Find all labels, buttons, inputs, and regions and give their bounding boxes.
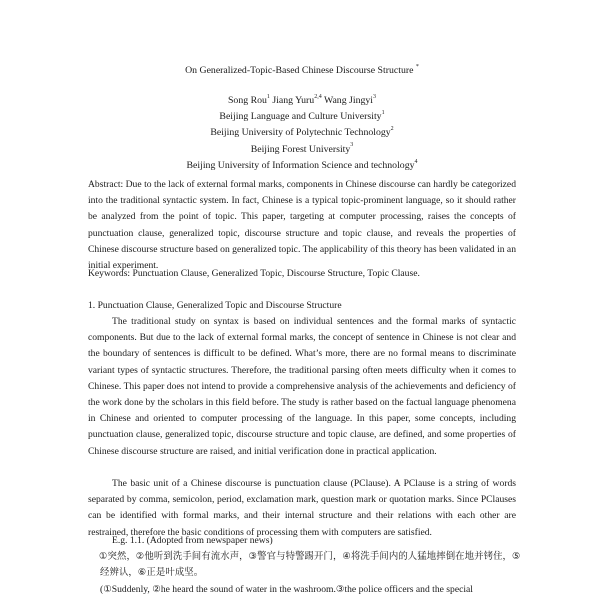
affiliation-name: Beijing University of Polytechnic Technology bbox=[210, 127, 391, 139]
example-chinese-text: ①突然，②他听到洗手间有流水声，③警官与特警踢开门，④将洗手间内的人猛地摔倒在地并铐住，⑤经辨认，⑥正是叶成坚。 bbox=[99, 551, 521, 579]
affiliation-line bbox=[88, 158, 516, 174]
abstract: Abstract: Due to the lack of external formal marks, components in Chinese discourse can hardly be categorized into the traditional syntactic system. In fact, Chinese is a typical topic-prominent language, so it should rather be analyzed from the point of topic. This paper, targeting at computer processing, raises the concepts of punctuation clause, generalized topic, discourse structure and topic clause, and reveals the properties of Chinese discourse structure based on generalized topic. The applicability of this theory has been validated in an initial experiment. bbox=[88, 179, 516, 272]
affiliation-mark: 1 bbox=[381, 109, 385, 116]
title-footnote-mark: * bbox=[415, 63, 419, 70]
section-heading: 1. Punctuation Clause, Generalized Topic and Discourse Structure bbox=[88, 300, 342, 311]
affiliation-mark: 3 bbox=[350, 142, 354, 149]
affiliation-line bbox=[88, 125, 516, 141]
author-block bbox=[88, 93, 516, 174]
affiliation-mark: 2 bbox=[390, 126, 394, 133]
affiliation-name: Beijing Language and Culture University bbox=[219, 111, 382, 123]
affiliation-mark: 4 bbox=[414, 158, 418, 165]
example-label: E.g. 1.1. (Adopted from newspaper news) bbox=[112, 535, 273, 546]
paper-title bbox=[88, 64, 516, 78]
affiliation-name: Beijing University of Information Science and technology bbox=[186, 159, 415, 171]
affiliation-line bbox=[88, 109, 516, 125]
example-english-text: (①Suddenly, ②he heard the sound of water in the washroom.③the police officers and the special bbox=[100, 584, 473, 595]
keywords: Keywords: Punctuation Clause, Generalized Topic, Discourse Structure, Topic Clause. bbox=[88, 268, 420, 279]
author-affiliation-mark: 1 bbox=[266, 93, 270, 100]
title-text: On Generalized-Topic-Based Chinese Discourse Structure bbox=[185, 65, 414, 76]
author-affiliation-mark: 2,4 bbox=[314, 93, 322, 100]
body-paragraph: The basic unit of a Chinese discourse is punctuation clause (PClause). A PClause is a string of words separated by comma, semicolon, period, exclamation mark, question mark or quotation marks. Since PClauses can be identified with formal marks, and their internal structure and their relations with each other are restrained, therefore the basic conditions of processing them with computers are satisfied. bbox=[88, 478, 516, 538]
author-line bbox=[88, 93, 516, 109]
author-name: Wang Jingyi bbox=[323, 95, 373, 106]
author-name: Jiang Yuru bbox=[272, 95, 315, 106]
author-name: Song Rou bbox=[227, 95, 267, 106]
affiliation-name: Beijing Forest University bbox=[250, 143, 351, 155]
affiliation-line bbox=[88, 142, 516, 158]
author-affiliation-mark: 3 bbox=[373, 93, 376, 100]
body-paragraph: The traditional study on syntax is based on individual sentences and the formal marks of syntactic components. But due to the lack of external formal marks, the concept of sentence in Chinese is not clear and the boundary of sentences is difficult to be defined. What’s more, there are no formal means to discriminate variant types of syntactic structures. Therefore, the traditional parsing often meets difficulty when it comes to Chinese. This paper does not intend to provide a comprehensive analysis of the achievements and deficiency of the work done by the scholars in this field before. The study is rather based on the factual language phenomena in Chinese and oriented to computer processing of the language. In this paper, some concepts, including punctuation clause, generalized topic, discourse structure and topic clause, are defined, and some properties of Chinese discourse structure are raised, and initial verification done in practical application. bbox=[88, 316, 516, 457]
